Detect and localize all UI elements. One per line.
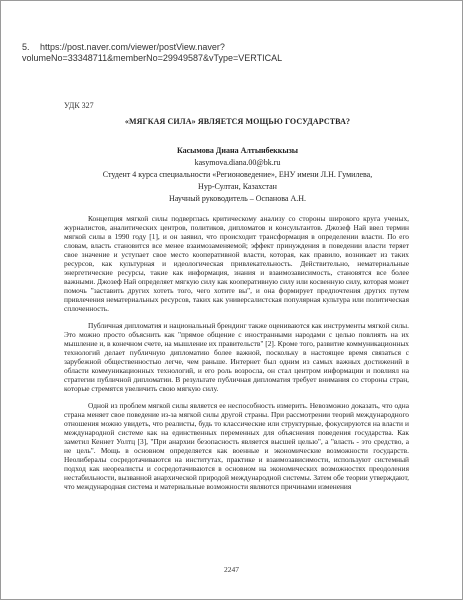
- author-supervisor: Научный руководитель – Оспанова А.Н.: [168, 194, 306, 203]
- article-body: [64, 214, 409, 491]
- page-number: 2247: [224, 565, 239, 574]
- udk-code: УДК 327: [64, 101, 94, 110]
- body-paragraph: Публичная дипломатия и национальный брендинг также оцениваются как инструменты мягкой силы. Это можно просто объяснить как "прямое общение с иностранными народами с целью повлиять на их мышление и, в конечном счете, на мышление их правительств" [2]. Кроме того, развитие коммуникационных технологий делает публичную дипломатию более важной, поскольку в настоящее время связаться с зарубежной общественностью легче, чем раньше. Интернет был одним из самых важных достижений в области коммуникационных технологий, и его роль возросла, он стал центром информации и повлиял на стратегии публичной дипломатии. В результате публичная дипломатия требует внимания со стороны стран, которые стремятся увеличить свою мягкую силу.: [64, 321, 409, 393]
- reference-number: 5.: [22, 42, 30, 52]
- author-city: Нур-Султан, Казахстан: [198, 182, 277, 191]
- body-paragraph: Одной из проблем мягкой силы является ее неспособность измерить. Невозможно доказать, что одна страна меняет свое поведение из-за мягкой силы другой страны. При рассмотрении теорий международного отношения можно увидеть, что реалисты, будь то классические или структурные, фокусируются на власти и международной системе как на единственных переменных для объяснения поведения государства. Как заметил Кеннет Уолтц [3], "При анархии безопасность является высшей целью", а "власть - это средство, а не цель". Мощь в основном определяется как военные и экономические возможности государств. Неолибералы сосредотачиваются на институтах, практике и взаимозависимости, используют системный подход как неореалисты и сосредотачиваются в основном на экономических возможностях преодоления нестабильности, вызванной анархической природой международной системы. Затем обе теории утверждают, что международная система и материальные возможности являются причинами изменения: [64, 401, 409, 491]
- author-email[interactable]: kasymova.diana.00@bk.ru: [194, 158, 281, 167]
- body-paragraph: Концепция мягкой силы подверглась критическому анализу со стороны широкого круга ученых, журналистов, аналитических центров, политиков, дипломатов и консультантов. Джозеф Най ввел термин мягкой силы в 1990 году [1], и он заявил, что происходит трансформация в определении власти. По его словам, власть становится все менее взаимозаменяемой; эффект принуждения в поведении власти теряет свое значение и уступает свое место кооперативной власти, которая, как правило, возникает из таких ресурсов, как культурная и идеологическая привлекательность. Действительно, нематериальные энергетические ресурсы, такие как информация, знания и взаимозависимость, становятся все более важными. Джозеф Най определяет мягкую силу как кооперативную силу или косвенную силу, которая может помочь "заставить других хотеть того, чего хотите вы", и она формирует предпочтения других путем привлечения нематериальных ресурсов, таких как универсалистская популярная культура или политическая сплоченность.: [64, 214, 409, 313]
- article-title: «МЯГКАЯ СИЛА» ЯВЛЯЕТСЯ МОЩЬЮ ГОСУДАРСТВА?: [124, 117, 351, 126]
- author-affiliation: Студент 4 курса специальности «Регионоведение», ЕНУ имени Л.Н. Гумилева,: [102, 170, 373, 179]
- reference-item: [22, 42, 447, 64]
- author-name: Касымова Диана Алтынбеккызы: [176, 146, 299, 155]
- reference-link[interactable]: https://post.naver.com/viewer/postView.naver?volumeNo=33348711&memberNo=29949587&vType=VERTICAL: [22, 42, 283, 63]
